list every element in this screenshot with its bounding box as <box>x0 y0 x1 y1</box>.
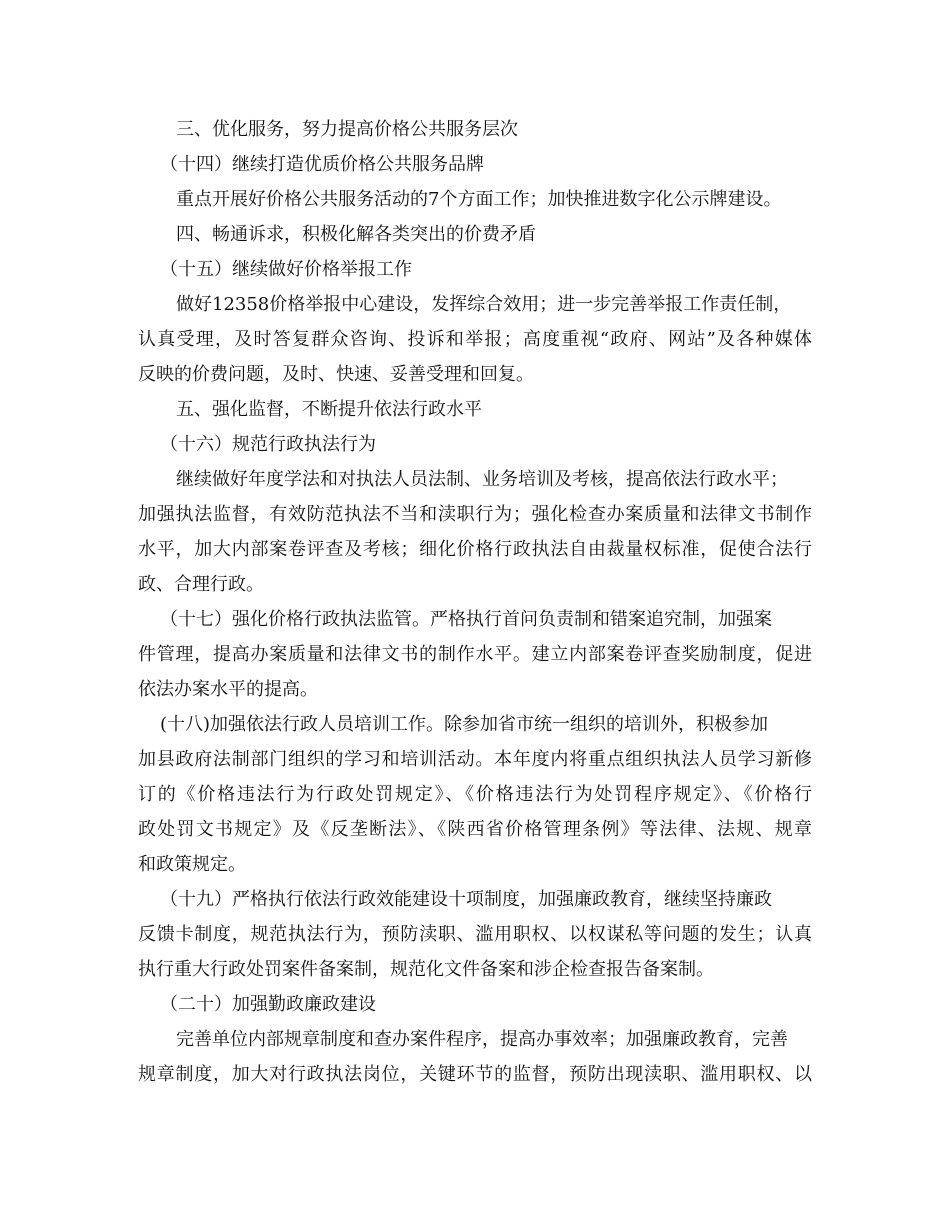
line-text: （十五）继续做好价格举报工作 <box>160 259 412 280</box>
subsection-heading-16 <box>0 425 950 465</box>
line-text: 五、强化监督，不断提升依法行政水平 <box>176 399 482 420</box>
paragraph-line <box>0 810 950 850</box>
line-text: (十八)加强依法行政人员培训工作。除参加省市统一组织的培训外，积极参加 <box>160 714 769 735</box>
line-text: 订的《价格违法行为行政处罚规定》、《价格违法行为处罚程序规定》、《价格行 <box>138 784 812 805</box>
line-text: 四、畅通诉求，积极化解各类突出的价费矛盾 <box>176 224 536 245</box>
paragraph-line <box>0 285 950 325</box>
line-text: 做好12358价格举报中心建设，发挥综合效用；进一步完善举报工作责任制， <box>176 294 792 315</box>
line-text: 反馈卡制度，规范执法行为，预防渎职、滥用职权、以权谋私等问题的发生；认真 <box>138 924 812 945</box>
line-text: 反映的价费问题，及时、快速、妥善受理和回复。 <box>138 364 534 385</box>
line-text: 政、合理行政。 <box>138 574 264 595</box>
paragraph-line <box>0 670 950 710</box>
paragraph-line <box>0 495 950 535</box>
subsection-heading-20 <box>0 985 950 1025</box>
section-heading-3 <box>0 110 950 150</box>
line-text: （十九）严格执行依法行政效能建设十项制度，加强廉政教育，继续坚持廉政 <box>160 889 772 910</box>
paragraph-line <box>0 740 950 780</box>
paragraph-line <box>0 460 950 500</box>
paragraph-line <box>0 565 950 605</box>
line-text: 认真受理，及时答复群众咨询、投诉和举报；高度重视“政府、网站”及各种媒体 <box>138 329 812 350</box>
paragraph-line <box>0 915 950 955</box>
line-text: 三、优化服务，努力提高价格公共服务层次 <box>176 119 518 140</box>
line-text: （十六）规范行政执法行为 <box>160 434 376 455</box>
line-text: 继续做好年度学法和对执法人员法制、业务培训及考核，提高依法行政水平； <box>176 469 788 490</box>
line-text: 加县政府法制部门组织的学习和培训活动。本年度内将重点组织执法人员学习新修 <box>138 749 812 770</box>
line-text: 执行重大行政处罚案件备案制，规范化文件备案和涉企检查报告备案制。 <box>138 959 714 980</box>
line-text: 政处罚文书规定》及《反垄断法》、《陕西省价格管理条例》等法律、法规、规章 <box>138 819 812 840</box>
line-text: 完善单位内部规章制度和查办案件程序，提高办事效率；加强廉政教育，完善 <box>176 1029 788 1050</box>
subsection-heading-14 <box>0 145 950 185</box>
paragraph-line <box>0 320 950 360</box>
paragraph-line <box>0 1055 950 1095</box>
paragraph-line <box>0 950 950 990</box>
paragraph-line <box>0 635 950 675</box>
paragraph-line <box>0 775 950 815</box>
paragraph-line <box>0 180 950 220</box>
line-text: 加强执法监督，有效防范执法不当和渎职行为；强化检查办案质量和法律文书制作 <box>138 504 812 525</box>
line-text: （二十）加强勤政廉政建设 <box>160 994 376 1015</box>
line-text: 依法办案水平的提高。 <box>138 679 318 700</box>
line-text: （十四）继续打造优质价格公共服务品牌 <box>160 154 484 175</box>
paragraph-line <box>0 600 950 640</box>
paragraph-line <box>0 355 950 395</box>
paragraph-line <box>0 1020 950 1060</box>
line-text: 重点开展好价格公共服务活动的7个方面工作；加快推进数字化公示牌建设。 <box>176 189 782 210</box>
line-text: 和政策规定。 <box>138 854 246 875</box>
line-text: （十七）强化价格行政执法监管。严格执行首问负责制和错案追究制，加强案 <box>160 609 772 630</box>
paragraph-line <box>0 845 950 885</box>
section-heading-5 <box>0 390 950 430</box>
line-text: 件管理，提高办案质量和法律文书的制作水平。建立内部案卷评查奖励制度，促进 <box>138 644 812 665</box>
paragraph-line <box>0 530 950 570</box>
subsection-heading-15 <box>0 250 950 290</box>
line-text: 规章制度，加大对行政执法岗位，关键环节的监督，预防出现渎职、滥用职权、以 <box>138 1064 812 1085</box>
paragraph-line <box>0 705 950 745</box>
section-heading-4 <box>0 215 950 255</box>
line-text: 水平，加大内部案卷评查及考核；细化价格行政执法自由裁量权标准，促使合法行 <box>138 539 812 560</box>
paragraph-line <box>0 880 950 920</box>
